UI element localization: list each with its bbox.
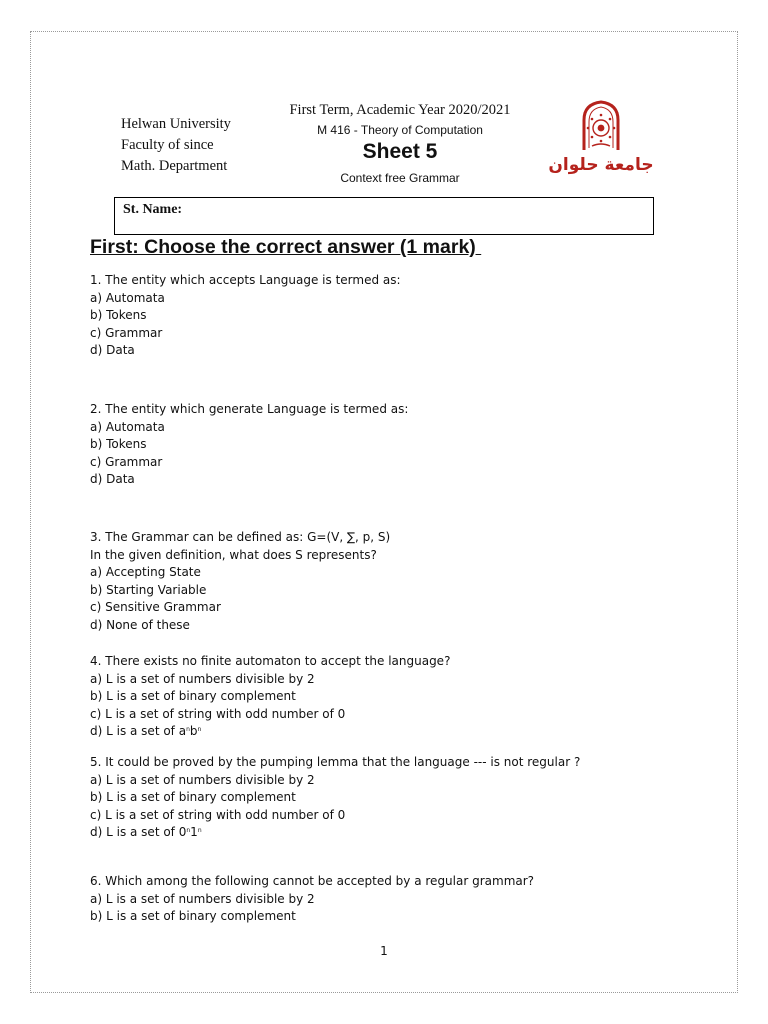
option-c: c) L is a set of string with odd number of 0 bbox=[90, 807, 346, 822]
question-stem: 6. Which among the following cannot be accepted by a regular grammar? bbox=[90, 874, 535, 888]
university-name: Helwan University bbox=[121, 116, 231, 132]
option-a: a) L is a set of numbers divisible by 2 bbox=[90, 671, 315, 686]
option-c: c) Grammar bbox=[90, 454, 163, 469]
question-stem: 5. It could be proved by the pumping lemma that the language --- is not regular ? bbox=[90, 755, 581, 769]
option-b: b) L is a set of binary complement bbox=[90, 909, 296, 924]
question-4 bbox=[90, 653, 450, 741]
question-stem: 4. There exists no finite automaton to accept the language? bbox=[90, 654, 451, 668]
section-title: First: Choose the correct answer (1 mark) bbox=[90, 236, 482, 258]
option-d-exponent: n bbox=[197, 827, 202, 835]
option-b: b) L is a set of binary complement bbox=[90, 790, 296, 805]
question-stem: 3. The Grammar can be defined as: G=(V, ∑, p, S) bbox=[90, 530, 391, 544]
option-a: a) L is a set of numbers divisible by 2 bbox=[90, 891, 315, 906]
question-stem: 2. The entity which generate Language is termed as: bbox=[90, 402, 409, 416]
logo-text: جامعة حلوان bbox=[548, 155, 654, 175]
option-d-base: b bbox=[189, 724, 198, 739]
question-3 bbox=[90, 529, 390, 635]
option-d-base: a bbox=[178, 724, 187, 739]
university-logo bbox=[548, 98, 654, 178]
question-stem-continued: In the given definition, what does S represents? bbox=[90, 547, 377, 562]
question-6 bbox=[90, 873, 534, 926]
option-c: c) Grammar bbox=[90, 325, 163, 340]
student-name-box[interactable] bbox=[114, 197, 654, 235]
option-d-exponent: n bbox=[186, 726, 190, 734]
option-d: d) Data bbox=[90, 343, 135, 358]
department-name: Math. Department bbox=[121, 158, 228, 174]
option-c: c) Sensitive Grammar bbox=[90, 600, 221, 615]
student-name-label: St. Name: bbox=[123, 202, 183, 217]
option-b: b) Tokens bbox=[90, 308, 147, 323]
option-b: b) Tokens bbox=[90, 437, 147, 452]
option-b: b) Starting Variable bbox=[90, 582, 207, 597]
option-d: d) None of these bbox=[90, 617, 190, 632]
university-block bbox=[121, 114, 231, 177]
option-d-exponent: n bbox=[197, 726, 202, 734]
academic-term: First Term, Academic Year 2020/2021 bbox=[289, 102, 511, 118]
option-a: a) Automata bbox=[90, 419, 165, 434]
option-d-base: 1 bbox=[190, 825, 198, 840]
question-1 bbox=[90, 272, 401, 360]
option-d: d) Data bbox=[90, 472, 135, 487]
option-d-exponent: n bbox=[186, 827, 191, 835]
option-c: c) L is a set of string with odd number of 0 bbox=[90, 706, 346, 721]
option-d-prefix: d) L is a set of bbox=[90, 724, 179, 739]
question-2 bbox=[90, 401, 408, 489]
course-title: M 416 - Theory of Computation bbox=[317, 123, 483, 137]
option-a: a) L is a set of numbers divisible by 2 bbox=[90, 772, 315, 787]
option-a: a) Accepting State bbox=[90, 565, 201, 580]
option-b: b) L is a set of binary complement bbox=[90, 689, 296, 704]
sheet-subject: Context free Grammar bbox=[340, 171, 460, 185]
question-5 bbox=[90, 754, 580, 842]
option-d bbox=[90, 723, 450, 741]
option-d-prefix: d) L is a set of bbox=[90, 825, 179, 840]
question-stem: 1. The entity which accepts Language is termed as: bbox=[90, 273, 401, 287]
option-a: a) Automata bbox=[90, 290, 165, 305]
option-d-base: 0 bbox=[178, 825, 187, 840]
faculty-name: Faculty of since bbox=[121, 137, 214, 153]
page-number: 1 bbox=[380, 944, 388, 958]
sheet-title: Sheet 5 bbox=[362, 140, 438, 163]
option-d bbox=[90, 824, 580, 842]
